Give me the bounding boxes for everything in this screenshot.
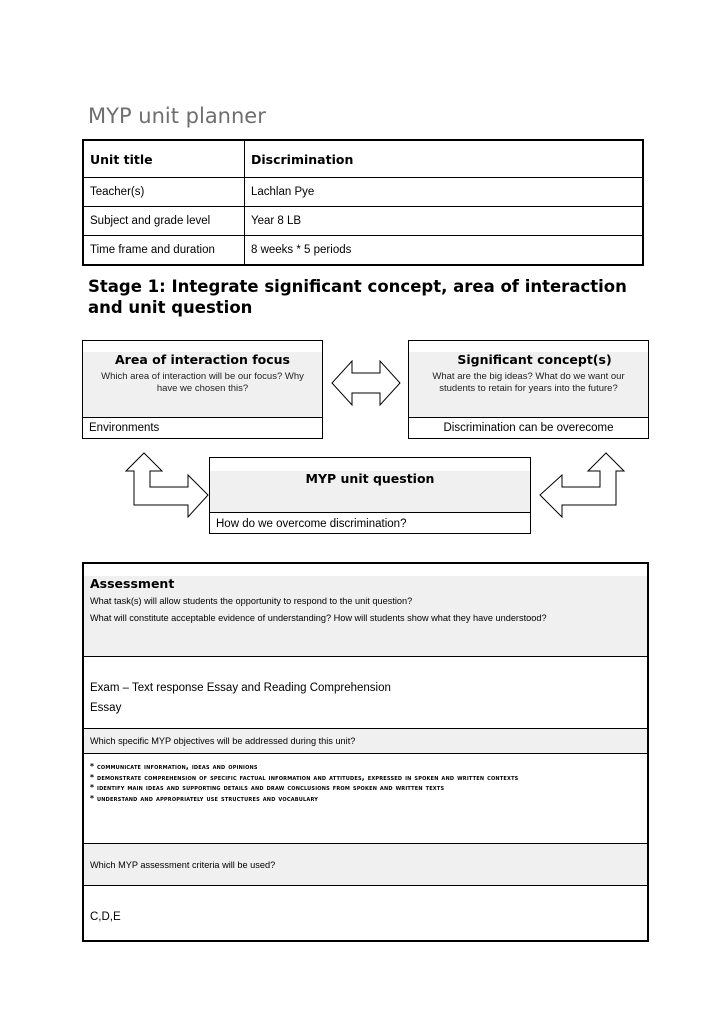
table-row (84, 177, 642, 206)
subject-value: Year 8 LB (251, 215, 302, 227)
task-line-1: Exam – Text response Essay and Reading Comprehension (90, 682, 391, 694)
unit-question-box (209, 457, 531, 534)
assessment-q1: What task(s) will allow students the opportunity to respond to the unit question? (90, 596, 413, 606)
double-arrow-icon (330, 357, 402, 409)
teacher-label: Teacher(s) (84, 178, 245, 206)
timeframe-label: Time frame and duration (84, 236, 245, 264)
concept-prompt: What are the big ideas? What do we want our students to retain for years into the future? (432, 371, 625, 394)
aoi-box (82, 340, 323, 439)
table-row (84, 141, 642, 177)
objective-item: * understand and appropriately use structures and vocabulary (90, 793, 319, 803)
assessment-table (82, 562, 649, 942)
aoi-header (83, 352, 322, 418)
unit-question-header (210, 471, 530, 513)
unit-title-value: Discrimination (251, 151, 354, 167)
objective-item: * identify main ideas and supporting details and draw conclusions from spoken and written texts (90, 783, 445, 792)
table-row (84, 235, 642, 264)
task-line-2: Essay (90, 702, 122, 714)
stage1-heading: Stage 1: Integrate significant concept, area of interaction and unit question (88, 277, 627, 317)
timeframe-value: 8 weeks * 5 periods (251, 244, 352, 256)
concept-box (408, 340, 649, 439)
aoi-prompt: Which area of interaction will be our focus? Why have we chosen this? (101, 371, 304, 394)
unit-question-value: How do we overcome discrimination? (216, 518, 407, 530)
concept-header (409, 352, 648, 418)
unit-info-table (82, 139, 644, 266)
objective-item: * demonstrate comprehension of specific factual information and attitudes, expressed in spoken and written contexts (90, 772, 519, 782)
assessment-task (84, 656, 647, 728)
subject-label: Subject and grade level (84, 207, 245, 235)
objectives-list (84, 753, 647, 843)
assessment-title: Assessment (90, 576, 175, 591)
assessment-q2: What will constitute acceptable evidence of understanding? How will students show what they have understood? (90, 613, 547, 623)
concept-title: Significant concept(s) (457, 352, 612, 367)
bent-arrow-right-icon (538, 451, 626, 523)
bent-arrow-left-icon (124, 451, 212, 523)
aoi-title: Area of interaction focus (115, 352, 290, 367)
teacher-value: Lachlan Pye (251, 186, 315, 198)
criteria-row (84, 885, 647, 940)
criteria-question: Which MYP assessment criteria will be used? (90, 859, 276, 870)
aoi-value: Environments (89, 422, 160, 434)
criteria-question-row (84, 843, 647, 885)
page-title: MYP unit planner (88, 104, 266, 128)
objective-item: * communicate information, ideas and opinions (90, 762, 258, 771)
criteria-value: C,D,E (90, 911, 121, 923)
objectives-question-row (84, 728, 647, 753)
table-row (84, 206, 642, 235)
objectives-question: Which specific MYP objectives will be addressed during this unit? (90, 736, 356, 746)
unit-title-label: Unit title (84, 141, 245, 177)
assessment-header (84, 576, 647, 656)
unit-question-title: MYP unit question (305, 471, 435, 486)
concept-value: Discrimination can be overecome (443, 422, 614, 434)
